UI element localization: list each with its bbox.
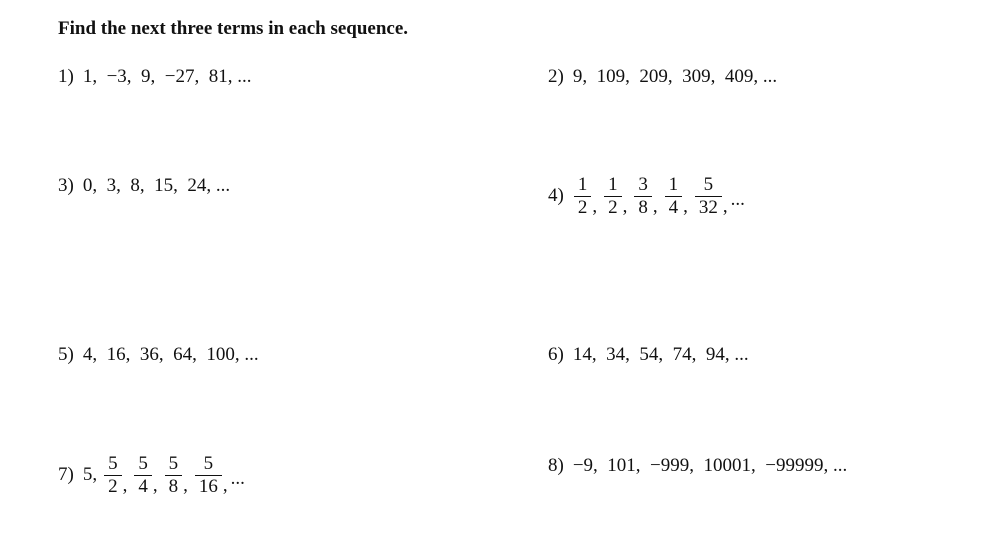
problem-3: [58, 175, 230, 197]
sequence-text: −9, 101, −999, 10001, −99999, ...: [572, 455, 848, 476]
fraction-numerator: 1: [668, 173, 679, 195]
fraction-term: [665, 173, 683, 218]
fraction-term: [634, 173, 652, 218]
fraction-numerator: 5: [168, 452, 179, 474]
problem-6: [548, 344, 749, 366]
comma-separator: ,: [683, 196, 688, 217]
fraction-term: [695, 173, 722, 218]
fraction-numerator: 5: [703, 173, 714, 195]
problem-number: 4): [548, 185, 564, 206]
fraction-denominator: 32: [695, 196, 722, 217]
comma-separator: ,: [592, 196, 598, 217]
fraction-term: [165, 452, 183, 497]
problem-1: [58, 66, 252, 88]
problem-number: 7): [58, 464, 74, 485]
comma-separator: ,: [652, 196, 658, 217]
fraction-denominator: 4: [665, 196, 683, 217]
problem-number: 6): [548, 344, 564, 365]
comma-separator: ,: [122, 475, 128, 496]
fraction-denominator: 8: [634, 196, 652, 217]
fraction-term: [574, 173, 592, 218]
fraction-numerator: 1: [577, 173, 588, 195]
problem-4: [548, 174, 745, 218]
problem-number: 8): [548, 455, 564, 476]
fraction-denominator: 4: [134, 475, 152, 496]
fraction-sequence: [573, 174, 745, 218]
leading-term: 5,: [82, 464, 98, 485]
fraction-denominator: 2: [604, 196, 622, 217]
ellipsis: ...: [730, 189, 745, 210]
sequence-text: 4, 16, 36, 64, 100, ...: [82, 344, 259, 365]
ellipsis: ...: [230, 468, 245, 489]
problem-2: [548, 66, 777, 88]
comma-separator: ,: [183, 475, 188, 496]
fraction-denominator: 16: [195, 475, 222, 496]
fraction-denominator: 2: [574, 196, 592, 217]
sequence-text: 14, 34, 54, 74, 94, ...: [572, 344, 749, 365]
fraction-term: [195, 452, 222, 497]
problem-number: 3): [58, 175, 74, 196]
comma-separator: ,: [722, 196, 728, 217]
comma-separator: ,: [222, 475, 228, 496]
problem-number: 2): [548, 66, 564, 87]
problem-7: [58, 453, 245, 497]
problem-number: 1): [58, 66, 74, 87]
comma-separator: ,: [622, 196, 628, 217]
problem-number: 5): [58, 344, 74, 365]
fraction-numerator: 5: [138, 452, 148, 474]
fraction-term: [604, 173, 622, 218]
fraction-denominator: 2: [104, 475, 122, 496]
sequence-text: 9, 109, 209, 309, 409, ...: [572, 66, 778, 87]
fraction-numerator: 5: [203, 452, 214, 474]
problem-5: [58, 344, 259, 366]
fraction-term: [134, 452, 152, 497]
fraction-denominator: 8: [165, 475, 183, 496]
sequence-text: 0, 3, 8, 15, 24, ...: [82, 175, 231, 196]
fraction-term: [104, 452, 122, 497]
fraction-sequence: [83, 453, 245, 497]
fraction-numerator: 1: [608, 173, 618, 195]
comma-separator: ,: [152, 475, 158, 496]
sequence-text: 1, −3, 9, −27, 81, ...: [82, 66, 252, 87]
worksheet-instructions: Find the next three terms in each sequence.: [58, 18, 409, 39]
problem-8: [548, 455, 847, 477]
fraction-numerator: 3: [638, 173, 648, 195]
fraction-numerator: 5: [108, 452, 118, 474]
